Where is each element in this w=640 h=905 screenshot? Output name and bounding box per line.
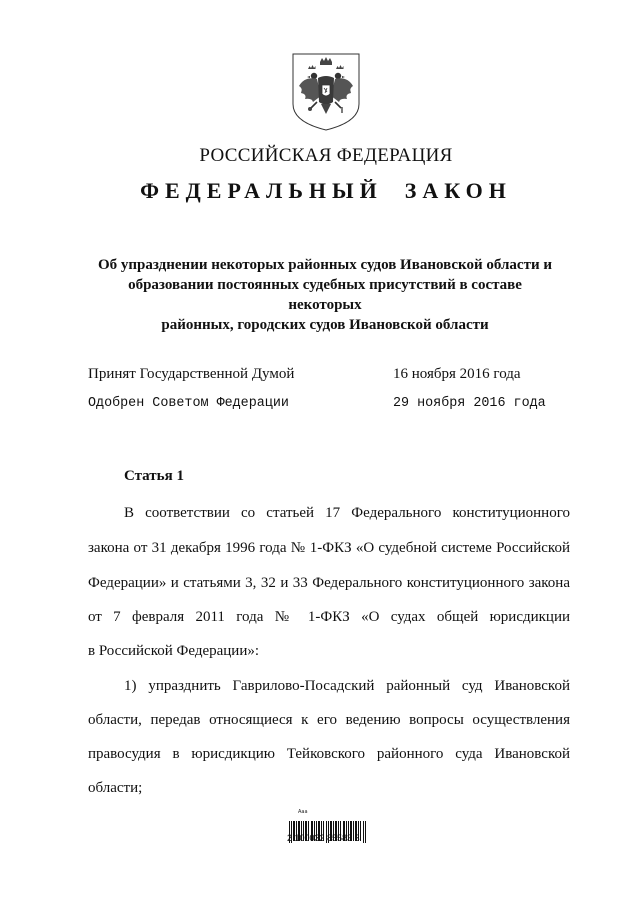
barcode-mark: Ааа [298, 809, 308, 815]
article-heading: Статья 1 [124, 468, 184, 484]
article-text-line: закона от 31 декабря 1996 года № 1-ФКЗ «О судебной системе Российской [88, 540, 570, 556]
law-title-word: ЗАКОН [404, 178, 512, 203]
article-text-line: от 7 февраля 2011 года № 1-ФКЗ «О судах общей юрисдикции [88, 609, 570, 625]
article-text-line: правосудия в юрисдикцию Тейковского районного суда Ивановской [88, 746, 570, 762]
article-text-line: Федерации» и статьями 3, 32 и 33 Федерального конституционного закона [88, 575, 570, 591]
law-title-word: ФЕДЕРАЛЬНЫЙ [140, 178, 383, 203]
article-text-line: в Российской Федерации»: [88, 643, 260, 659]
law-subject-line: Об упразднении некоторых районных судов Ивановской области и [98, 257, 552, 273]
article-text-line: области; [88, 780, 143, 796]
barcode-number: 2 100032 85583 3 [287, 833, 360, 843]
law-subject-line: районных, городских судов Ивановской области [161, 317, 489, 333]
adoption-label: Одобрен Советом Федерации [88, 396, 289, 411]
law-subject [90, 255, 560, 335]
article-text-line: 1) упразднить Гаврилово-Посадский районный суд Ивановской [124, 678, 570, 694]
country-heading: РОССИЙСКАЯ ФЕДЕРАЦИЯ [199, 145, 453, 166]
adoption-label: Принят Государственной Думой [88, 366, 295, 382]
law-title [0, 178, 640, 204]
law-subject-line: образовании постоянных судебных присутствий в составе некоторых [128, 277, 522, 313]
article-text-line: области, передав относящиеся к его ведению вопросы осуществления [88, 712, 570, 728]
article-text-line: В соответствии со статьей 17 Федерального конституционного [124, 505, 570, 521]
coat-of-arms-icon [291, 52, 361, 132]
adoption-date: 16 ноября 2016 года [393, 366, 521, 382]
adoption-date: 29 ноября 2016 года [393, 396, 546, 411]
